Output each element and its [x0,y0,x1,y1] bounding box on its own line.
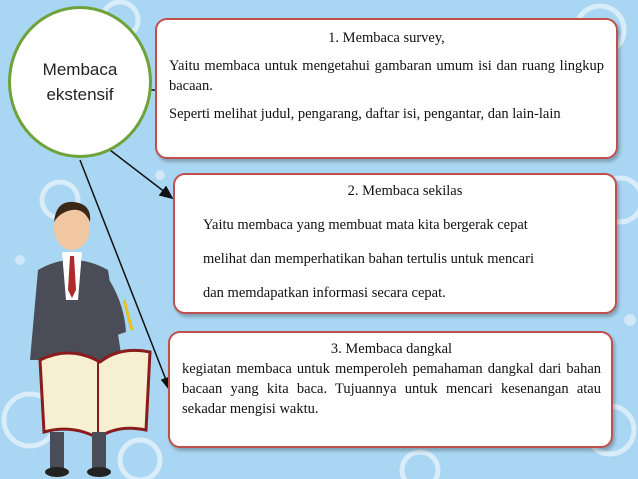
man-reading-illustration [30,202,150,477]
center-topic-line1: Membaca [42,60,118,79]
survey-reading-definition: Yaitu membaca untuk mengetahui gambaran umum isi dan ruang lingkup bacaan. [169,58,604,94]
arrowhead-2 [160,187,172,198]
skimming-reading-title: 2. Membaca sekilas [347,183,463,199]
center-topic-oval [8,6,152,158]
shallow-reading-box [168,331,613,448]
skimming-reading-box [173,173,617,314]
skimming-reading-line1: Yaitu membaca yang membuat mata kita bergerak cepat [203,217,528,233]
survey-reading-box [155,18,618,159]
skimming-reading-line2: melihat dan memperhatikan bahan tertulis untuk mencari [203,251,534,267]
skimming-reading-line3: dan memdapatkan informasi secara cepat. [203,285,446,301]
survey-reading-example: Seperti melihat judul, pengarang, daftar isi, pengantar, dan lain-lain [169,106,561,122]
survey-reading-title: 1. Membaca survey, [328,30,445,46]
center-topic-line2: ekstensif [46,85,114,104]
shallow-reading-title: 3. Membaca dangkal [330,341,453,357]
shallow-reading-definition: kegiatan membaca untuk memperoleh pemahaman dangkal dari bahan bacaan yang kita baca. Tujuannya untuk mencari kesenangan atau sekadar mengisi waktu. [182,361,601,417]
